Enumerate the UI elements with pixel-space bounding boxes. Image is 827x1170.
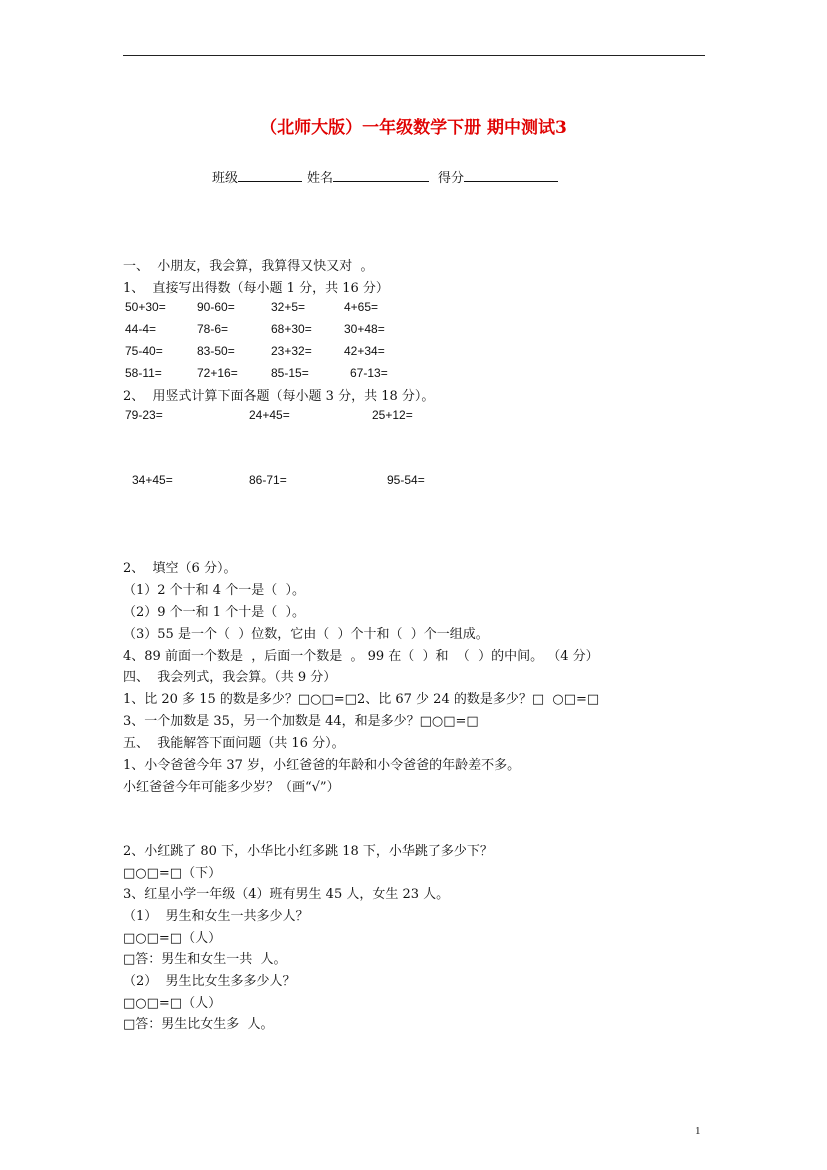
section-1-heading: 一、 小朋友，我会算，我算得又快又对 。	[123, 259, 374, 274]
problem-3-2-equation: □○□=□（人）	[123, 996, 222, 1011]
oral-item: 50+30=	[125, 300, 166, 314]
name-label: 姓名	[307, 171, 334, 186]
oral-item: 78-6=	[197, 322, 229, 336]
oral-item: 68+30=	[271, 322, 312, 336]
section-5-heading: 五、 我能解答下面问题（共 16 分）。	[123, 736, 345, 751]
page-title: （北师大版）一年级数学下册 期中测试3	[260, 118, 567, 138]
oral-item: 32+5=	[271, 300, 306, 314]
oral-item: 83-50=	[197, 344, 235, 358]
oral-item: 90-60=	[197, 300, 235, 314]
oral-item: 23+32=	[271, 344, 312, 358]
oral-item: 44-4=	[125, 322, 157, 336]
oral-item: 75-40=	[125, 344, 163, 358]
oral-item: 85-15=	[271, 366, 309, 380]
problem-3-1-question: （1） 男生和女生一共多少人？	[123, 909, 309, 924]
problem-3-2-answer: □答：男生比女生多 人。	[123, 1017, 274, 1032]
oral-item: 67-13=	[350, 366, 388, 380]
header-rule	[123, 55, 705, 56]
score-label: 得分	[438, 171, 465, 186]
vertical-item: 86-71=	[249, 473, 287, 487]
class-blank	[238, 167, 302, 182]
fill-question-2: （2）9 个一和 1 个十是（ ）。	[123, 605, 305, 620]
vertical-item: 25+12=	[372, 408, 413, 422]
problem-3-1-equation: □○□=□（人）	[123, 931, 222, 946]
oral-item: 58-11=	[125, 366, 162, 380]
name-blank	[333, 167, 429, 182]
score-field	[438, 167, 558, 186]
fill-question-4: 4、89 前面一个数是 ，后面一个数是 。 99 在（ ）和 （ ）的中间。 （4 分）	[123, 649, 599, 664]
section-4-heading: 四、 我会列式，我会算。（共 9 分）	[123, 670, 337, 685]
question-1-1: 1、 直接写出得数（每小题 1 分，共 16 分）	[123, 281, 389, 296]
equation-question-3: 3、一个加数是 35，另一个加数是 44，和是多少？□○□=□	[123, 714, 479, 729]
page-number: 1	[695, 1125, 701, 1137]
problem-1-text: 1、小令爸爸今年 37 岁，小红爸爸的年龄和小令爸爸的年龄差不多。	[123, 758, 521, 773]
vertical-item: 79-23=	[125, 408, 163, 422]
question-1-2: 2、 用竖式计算下面各题（每小题 3 分，共 18 分）。	[123, 389, 435, 404]
vertical-item: 95-54=	[387, 473, 425, 487]
oral-item: 30+48=	[344, 322, 385, 336]
fill-question-1: （1）2 个十和 4 个一是（ ）。	[123, 583, 305, 598]
equation-question-1: 1、比 20 多 15 的数是多少？□○□=□2、比 67 少 24 的数是多少？□ ○□=□	[123, 692, 600, 707]
vertical-item: 24+45=	[249, 408, 290, 422]
problem-2-equation: □○□=□（下）	[123, 866, 222, 881]
oral-item: 72+16=	[197, 366, 238, 380]
problem-2-text: 2、小红跳了 80 下，小华比小红多跳 18 下，小华跳了多少下？	[123, 844, 493, 859]
section-2-heading: 2、 填空（6 分）。	[123, 561, 237, 576]
oral-item: 42+34=	[344, 344, 385, 358]
class-field	[212, 167, 302, 186]
problem-1-question: 小红爸爸今年可能多少岁？（画“√”）	[123, 780, 340, 795]
class-label: 班级	[212, 171, 239, 186]
problem-3-1-answer: □答：男生和女生一共 人。	[123, 952, 287, 967]
score-blank	[464, 167, 558, 182]
oral-item: 4+65=	[344, 300, 379, 314]
name-field	[307, 167, 429, 186]
problem-3-text: 3、红星小学一年级（4）班有男生 45 人，女生 23 人。	[123, 887, 450, 902]
fill-question-3: （3）55 是一个（ ）位数，它由（ ）个十和（ ）个一组成。	[123, 627, 489, 642]
vertical-item: 34+45=	[132, 473, 173, 487]
problem-3-2-question: （2） 男生比女生多多少人？	[123, 974, 296, 989]
